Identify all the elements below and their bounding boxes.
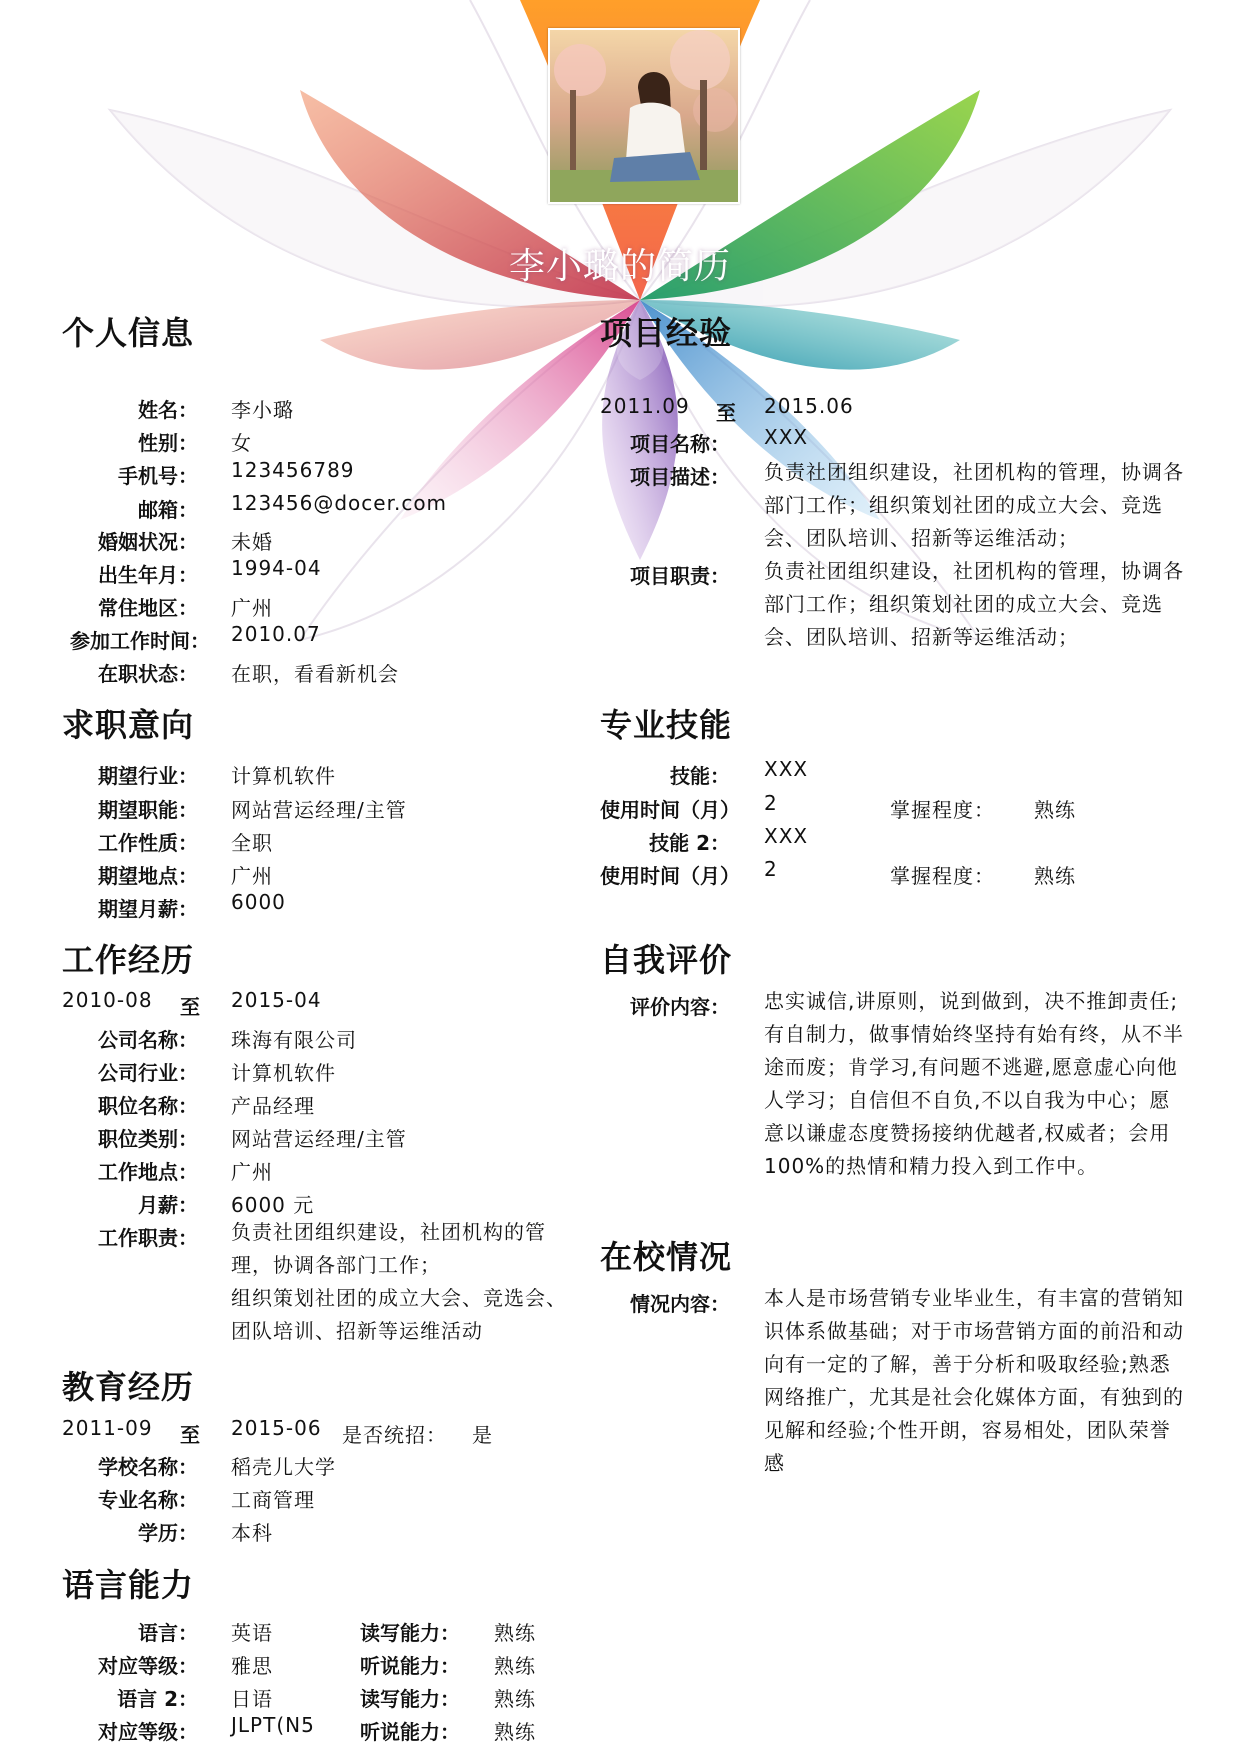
intent-label: 期望地点： — [98, 864, 198, 888]
personal-label: 邮箱： — [138, 498, 198, 522]
intent-heading: 求职意向 — [62, 706, 195, 744]
personal-label: 手机号： — [118, 464, 198, 488]
intent-value: 全职 — [231, 831, 273, 855]
skill-label: 技能： — [670, 764, 730, 788]
work-value: 广州 — [231, 1160, 273, 1184]
work-label: 公司行业： — [98, 1061, 198, 1085]
edu-value: 本科 — [231, 1521, 273, 1545]
lang-label: 语言 2： — [117, 1687, 198, 1711]
lang-label-2: 读写能力： — [360, 1687, 460, 1711]
project-to: 至 — [716, 401, 736, 425]
edu-label: 学历： — [138, 1521, 198, 1545]
education-heading: 教育经历 — [62, 1368, 195, 1406]
lang-value-2: 熟练 — [494, 1654, 536, 1678]
lang-label: 对应等级： — [98, 1654, 198, 1678]
work-value: 珠海有限公司 — [231, 1028, 357, 1052]
edu-end-date: 2015-06 — [231, 1416, 322, 1440]
personal-label: 在职状态： — [98, 662, 198, 686]
lang-value: 英语 — [231, 1621, 273, 1645]
work-start-date: 2010-08 — [62, 988, 153, 1012]
work-value: 产品经理 — [231, 1094, 315, 1118]
personal-value: 广州 — [231, 596, 273, 620]
personal-label: 婚姻状况： — [98, 530, 198, 554]
edu-label: 学校名称： — [98, 1455, 198, 1479]
work-label: 职位名称： — [98, 1094, 198, 1118]
personal-value: 123456@docer.com — [231, 491, 448, 515]
project-name-value: XXX — [764, 425, 809, 449]
work-value: 计算机软件 — [231, 1061, 336, 1085]
personal-value: 女 — [231, 431, 252, 455]
language-heading: 语言能力 — [62, 1566, 195, 1604]
skill-level-value: 熟练 — [1034, 864, 1076, 888]
lang-label-2: 听说能力： — [360, 1720, 460, 1744]
personal-label: 常住地区： — [98, 596, 198, 620]
intent-label: 期望行业： — [98, 764, 198, 788]
skill-value: 2 — [764, 791, 778, 815]
lang-label: 对应等级： — [98, 1720, 198, 1744]
project-end-date: 2015.06 — [764, 394, 854, 418]
work-to: 至 — [180, 995, 200, 1019]
intent-label: 工作性质： — [98, 831, 198, 855]
self-eval-label: 评价内容： — [630, 995, 730, 1019]
work-duty-1: 负责社团组织建设，社团机构的管理，协调各部门工作； — [231, 1220, 546, 1277]
personal-label: 参加工作时间： — [70, 629, 210, 653]
edu-to: 至 — [180, 1423, 200, 1447]
edu-unified-label: 是否统招： — [342, 1423, 447, 1447]
lang-value-2: 熟练 — [494, 1687, 536, 1711]
personal-label: 性别： — [138, 431, 198, 455]
project-desc-text: 负责社团组织建设，社团机构的管理，协调各部门工作；组织策划社团的成立大会、竞选会、团队培训、招新等运维活动； — [764, 460, 1184, 550]
skill-level-label: 掌握程度： — [890, 864, 995, 888]
skill-label: 使用时间（月） — [600, 864, 740, 888]
project-role-label: 项目职责： — [630, 564, 730, 588]
portrait-image — [550, 30, 738, 202]
lang-label-2: 听说能力： — [360, 1654, 460, 1678]
self-eval-text: 忠实诚信,讲原则，说到做到，决不推卸责任;有自制力，做事情始终坚持有始有终，从不半途而废；肯学习,有问题不逃避,愿意虚心向他人学习；自信但不自负,不以自我为中心；愿意以谦虚态度赞扬接纳优越者,权威者；会用 100%的热情和精力投入到工作中。 — [764, 989, 1184, 1178]
work-duty-label: 工作职责： — [98, 1226, 198, 1250]
personal-value: 李小璐 — [231, 398, 294, 422]
lang-label-2: 读写能力： — [360, 1621, 460, 1645]
work-heading: 工作经历 — [62, 941, 195, 979]
lang-label: 语言： — [138, 1621, 198, 1645]
work-label: 月薪： — [138, 1193, 198, 1217]
intent-label: 期望月薪： — [98, 897, 198, 921]
intent-label: 期望职能： — [98, 798, 198, 822]
work-value: 6000 元 — [231, 1193, 315, 1217]
project-start-date: 2011.09 — [600, 394, 690, 418]
school-label: 情况内容： — [630, 1292, 730, 1316]
edu-label: 专业名称： — [98, 1488, 198, 1512]
skill-label: 技能 2： — [649, 831, 730, 855]
personal-value: 2010.07 — [231, 622, 321, 646]
personal-value: 未婚 — [231, 530, 273, 554]
skill-label: 使用时间（月） — [600, 798, 740, 822]
lang-value: 雅思 — [231, 1654, 273, 1678]
work-end-date: 2015-04 — [231, 988, 322, 1012]
skill-level-value: 熟练 — [1034, 798, 1076, 822]
school-text: 本人是市场营销专业毕业生，有丰富的营销知识体系做基础；对于市场营销方面的前沿和动向有一定的了解，善于分析和吸取经验;熟悉网络推广，尤其是社会化媒体方面，有独到的见解和经验;个性开朗，容易相处，团队荣誉感 — [764, 1286, 1184, 1475]
intent-value: 计算机软件 — [231, 764, 336, 788]
work-value: 网站营运经理/主管 — [231, 1127, 407, 1151]
personal-value: 123456789 — [231, 458, 355, 482]
intent-value: 网站营运经理/主管 — [231, 798, 407, 822]
page-title: 李小璐的简历 — [508, 246, 731, 287]
edu-value: 稻壳儿大学 — [231, 1455, 336, 1479]
edu-start-date: 2011-09 — [62, 1416, 153, 1440]
skill-value: XXX — [764, 824, 809, 848]
personal-value: 在职，看看新机会 — [231, 662, 399, 686]
project-name-label: 项目名称： — [630, 432, 730, 456]
work-duty-2: 组织策划社团的成立大会、竞选会、团队培训、招新等运维活动 — [231, 1286, 567, 1343]
skill-value: 2 — [764, 857, 778, 881]
project-desc-label: 项目描述： — [630, 465, 730, 489]
lang-value-2: 熟练 — [494, 1621, 536, 1645]
skill-level-label: 掌握程度： — [890, 798, 995, 822]
intent-value: 广州 — [231, 864, 273, 888]
personal-heading: 个人信息 — [62, 314, 195, 352]
project-heading: 项目经验 — [600, 314, 733, 352]
work-label: 工作地点： — [98, 1160, 198, 1184]
project-role-text: 负责社团组织建设，社团机构的管理，协调各部门工作；组织策划社团的成立大会、竞选会、团队培训、招新等运维活动； — [764, 559, 1184, 649]
edu-unified-value: 是 — [472, 1423, 493, 1447]
personal-label: 姓名： — [138, 398, 198, 422]
skill-value: XXX — [764, 757, 809, 781]
school-heading: 在校情况 — [600, 1238, 733, 1276]
work-label: 职位类别： — [98, 1127, 198, 1151]
intent-value: 6000 — [231, 890, 286, 914]
self-eval-heading: 自我评价 — [600, 941, 733, 979]
profile-photo — [548, 28, 740, 204]
lang-value: 日语 — [231, 1687, 273, 1711]
personal-label: 出生年月： — [98, 563, 198, 587]
lang-value-2: 熟练 — [494, 1720, 536, 1744]
personal-value: 1994-04 — [231, 556, 322, 580]
edu-value: 工商管理 — [231, 1488, 315, 1512]
work-label: 公司名称： — [98, 1028, 198, 1052]
lang-value: JLPT(N5 — [231, 1713, 315, 1737]
skills-heading: 专业技能 — [600, 706, 733, 744]
